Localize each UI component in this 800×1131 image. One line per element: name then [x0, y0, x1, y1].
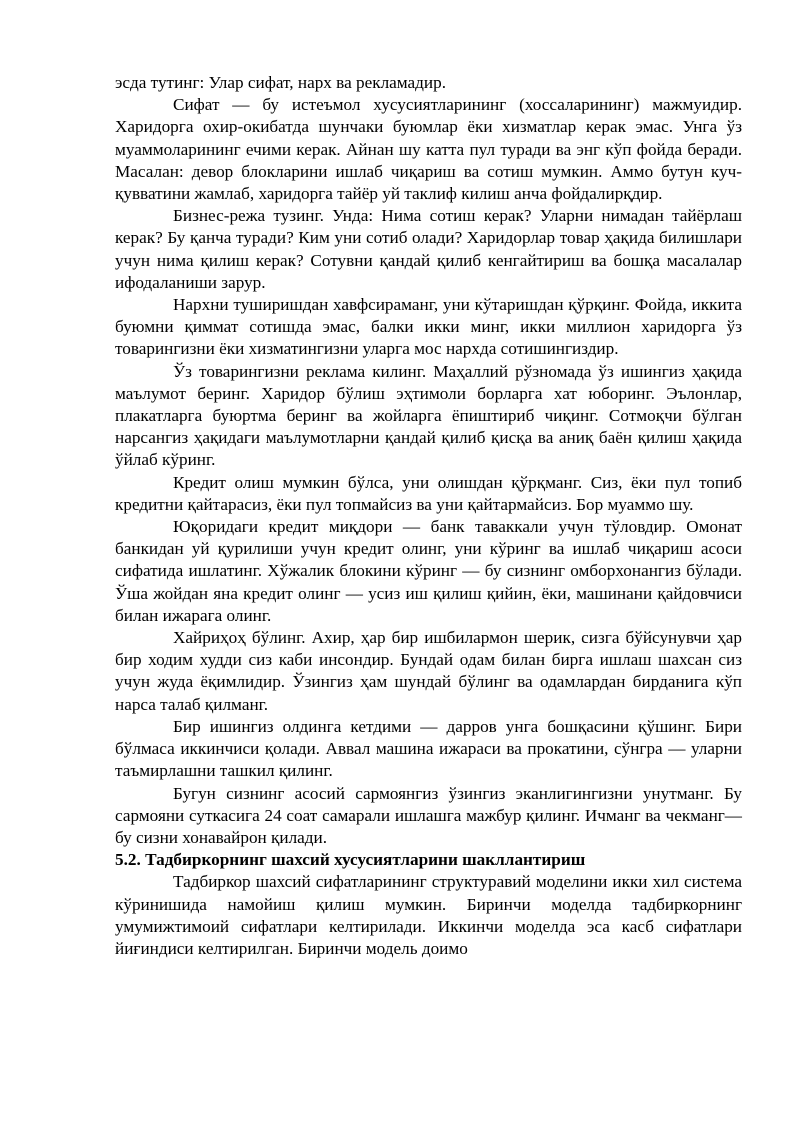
- document-page: [115, 72, 742, 960]
- paragraph-expansion: Бир ишингиз олдинга кетдими — дарров унга бошқасини қўшинг. Бири бўлмаса иккинчиси қолади. Аввал машина ижараси ва прокатини, сўнгра — уларни таъмирлашни ташкил қилинг.: [115, 716, 742, 781]
- paragraph-credit: Кредит олиш мумкин бўлса, уни олишдан қўрқманг. Сиз, ёки пул топиб кредитни қайтарасиз, ёки пул топмайсиз ва уни қайтармайсиз. Бор муаммо шу.: [115, 472, 742, 514]
- paragraph-self-capital: Бугун сизнинг асосий сармоянгиз ўзингиз эканлигингизни унутманг. Бу сармояни суткасига 24 соат самарали ишлашга мажбур қилинг. Ичманг ва чекманг— бу сизни хонавайрон қилади.: [115, 783, 742, 847]
- section-heading: 5.2. Тадбиркорнинг шахсий хусусиятларини шакллантириш: [115, 850, 586, 870]
- paragraph-benevolence: Хайриҳоҳ бўлинг. Ахир, ҳар бир ишбилармон шерик, сизга бўйсунувчи ҳар бир ходим худди сиз каби инсондир. Бундай одам билан бирга ишлаш шахсан сиз учун жуда ёқимлидир. Ўзингиз ҳам шундай бўлинг ва одамлардан бирданига кўп нарса талаб қилманг.: [115, 628, 742, 714]
- paragraph-business-plan: Бизнес-режа тузинг. Унда: Нима сотиш керак? Уларни нимадан тайёрлаш керак? Бу қанча туради? Ким уни сотиб олади? Харидорлар товар ҳақида билишлари учун нима қилиш керак? Сотувни қандай қилиб кенгайтириш ва бошқа масалалар ифодаланиши зарур.: [115, 206, 742, 292]
- paragraph-quality: Сифат — бу истеъмол хусусиятларининг (хоссаларининг) мажмуидир. Харидорга охир-окибатда шунчаки буюмлар ёки хизматлар керак эмас. Унга ўз муаммоларининг ечими керак. Айнан шу катта пул туради ва энг кўп фойда беради. Масалан: девор блокларини ишлаб чиқариш ва сотиш мумкин. Аммо бутун куч-қувватини жамлаб, харидорга тайёр уй таклиф килиш анча фойдалирқдир.: [115, 95, 742, 204]
- paragraph-advertising: Ўз товарингизни реклама килинг. Маҳаллий рўзномада ўз ишингиз ҳақида маълумот беринг. Харидор бўлиш эҳтимоли борларга хат юборинг. Эълонлар, плакатларга буюртма беринг ва жойларга ёпиштириб чиқинг. Сотмоқчи бўлган нарсангиз ҳақидаги маълумотларни қандай қилиб қисқа ва аниқ баён қилиш ҳақида ўйлаб кўринг.: [115, 361, 742, 470]
- paragraph-personal-qualities: Тадбиркор шахсий сифатларининг структуравий моделини икки хил система кўринишида намойиш қилиш мумкин. Биринчи моделда тадбиркорнинг умумижтимоий сифатлари келтирилади. Иккинчи моделда эса касб сифатлари йиғиндиси келтирилган. Биринчи модель доимо: [115, 872, 742, 958]
- paragraph-pricing: Нархни туширишдан хавфсираманг, уни кўтаришдан қўрқинг. Фойда, иккита буюмни қиммат сотишда эмас, балки икки минг, икки миллион харидорга ўз товарингизни ёки хизматингизни уларга мос нархда сотишингиздир.: [115, 295, 742, 359]
- paragraph-continuation: эсда тутинг: Улар сифат, нарх ва рекламадир.: [115, 73, 446, 92]
- paragraph-credit-amount: Юқоридаги кредит миқдори — банк таваккали учун тўловдир. Омонат банкидан уй қурилиши учун кредит олинг, уни кўринг ва ишлаб чиқариш асоси сифатида ишлатинг. Хўжалик блокини кўринг — бу сизнинг омборхонангиз бўлади. Ўша жойдан яна кредит олинг — усиз иш қилиш қийин, ёки, машинани қайдовчиси билан ижарага олинг.: [115, 517, 742, 625]
